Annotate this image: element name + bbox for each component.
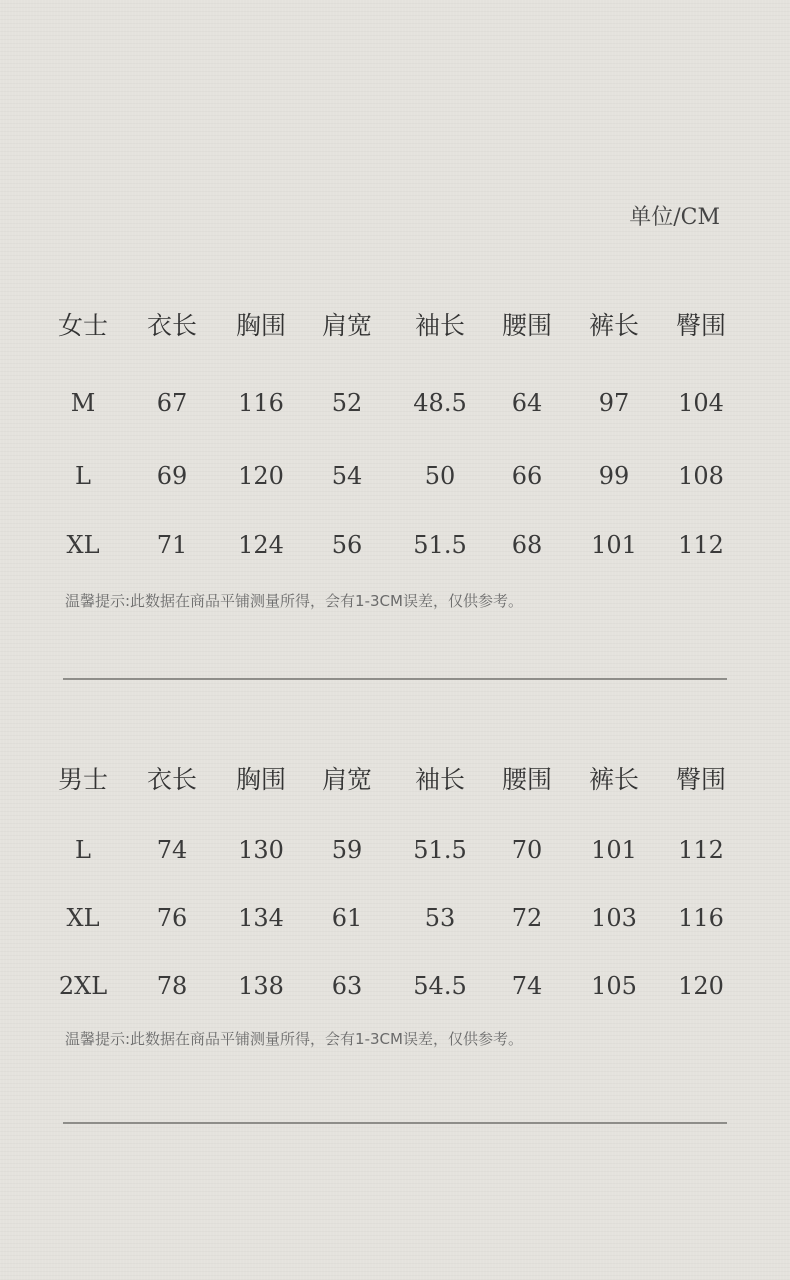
women-header-pants-length: 裤长 — [588, 311, 639, 340]
women-measurement-note: 温馨提示:此数据在商品平铺测量所得，会有1-3CM误差，仅供参考。 — [65, 592, 523, 610]
men-header-shoulder: 肩宽 — [321, 765, 372, 794]
table-cell: 54 — [331, 462, 363, 490]
table-cell: 103 — [591, 904, 637, 932]
table-cell: 116 — [678, 904, 724, 932]
women-table-row — [40, 525, 745, 565]
table-cell: 78 — [156, 972, 188, 1000]
table-cell: 120 — [238, 462, 284, 490]
men-header-pants-length: 裤长 — [588, 765, 639, 794]
men-table-header — [40, 760, 745, 800]
women-header-hip: 臀围 — [675, 311, 726, 340]
table-cell: 63 — [331, 972, 363, 1000]
table-cell: 50 — [424, 462, 456, 490]
table-cell: 120 — [678, 972, 724, 1000]
table-cell: 52 — [331, 389, 363, 417]
men-measurement-note: 温馨提示:此数据在商品平铺测量所得，会有1-3CM误差，仅供参考。 — [65, 1030, 523, 1048]
table-cell: 71 — [156, 531, 188, 559]
men-size-l: L — [75, 836, 91, 864]
men-header-hip: 臀围 — [675, 765, 726, 794]
table-cell: 108 — [678, 462, 724, 490]
men-table-row — [40, 898, 745, 938]
table-cell: 64 — [511, 389, 543, 417]
table-cell: 51.5 — [413, 531, 467, 559]
table-cell: 61 — [331, 904, 363, 932]
section-divider — [63, 1122, 727, 1124]
table-cell: 76 — [156, 904, 188, 932]
women-table-row — [40, 383, 745, 423]
table-cell: 134 — [238, 904, 284, 932]
men-header-length: 衣长 — [146, 765, 197, 794]
table-cell: 97 — [598, 389, 630, 417]
men-table-row — [40, 966, 745, 1006]
table-cell: 72 — [511, 904, 543, 932]
men-size-xl: XL — [66, 904, 100, 932]
table-cell: 101 — [591, 836, 637, 864]
table-cell: 104 — [678, 389, 724, 417]
table-cell: 51.5 — [413, 836, 467, 864]
table-cell: 124 — [238, 531, 284, 559]
table-cell: 68 — [511, 531, 543, 559]
table-cell: 112 — [678, 531, 724, 559]
women-header-chest: 胸围 — [235, 311, 286, 340]
men-header-chest: 胸围 — [235, 765, 286, 794]
table-cell: 48.5 — [413, 389, 467, 417]
table-cell: 53 — [424, 904, 456, 932]
women-header-length: 衣长 — [146, 311, 197, 340]
women-header-waist: 腰围 — [501, 311, 552, 340]
table-cell: 105 — [591, 972, 637, 1000]
table-cell: 66 — [511, 462, 543, 490]
table-cell: 130 — [238, 836, 284, 864]
men-header-category: 男士 — [57, 765, 108, 794]
table-cell: 99 — [598, 462, 630, 490]
men-size-2xl: 2XL — [58, 972, 108, 1000]
men-header-waist: 腰围 — [501, 765, 552, 794]
section-divider — [63, 678, 727, 680]
table-cell: 101 — [591, 531, 637, 559]
men-header-sleeve: 袖长 — [414, 765, 465, 794]
table-cell: 74 — [156, 836, 188, 864]
women-header-shoulder: 肩宽 — [321, 311, 372, 340]
women-table-row — [40, 456, 745, 496]
women-header-sleeve: 袖长 — [414, 311, 465, 340]
table-cell: 67 — [156, 389, 188, 417]
women-table-header — [40, 306, 745, 346]
table-cell: 116 — [238, 389, 284, 417]
table-cell: 138 — [238, 972, 284, 1000]
unit-label: 单位/CM — [629, 205, 720, 230]
table-cell: 70 — [511, 836, 543, 864]
table-cell: 59 — [331, 836, 363, 864]
table-cell: 74 — [511, 972, 543, 1000]
table-cell: 54.5 — [413, 972, 467, 1000]
women-size-m: M — [70, 389, 96, 417]
women-size-l: L — [75, 462, 91, 490]
women-size-xl: XL — [66, 531, 100, 559]
table-cell: 56 — [331, 531, 363, 559]
women-header-category: 女士 — [57, 311, 108, 340]
table-cell: 69 — [156, 462, 188, 490]
table-cell: 112 — [678, 836, 724, 864]
men-table-row — [40, 830, 745, 870]
